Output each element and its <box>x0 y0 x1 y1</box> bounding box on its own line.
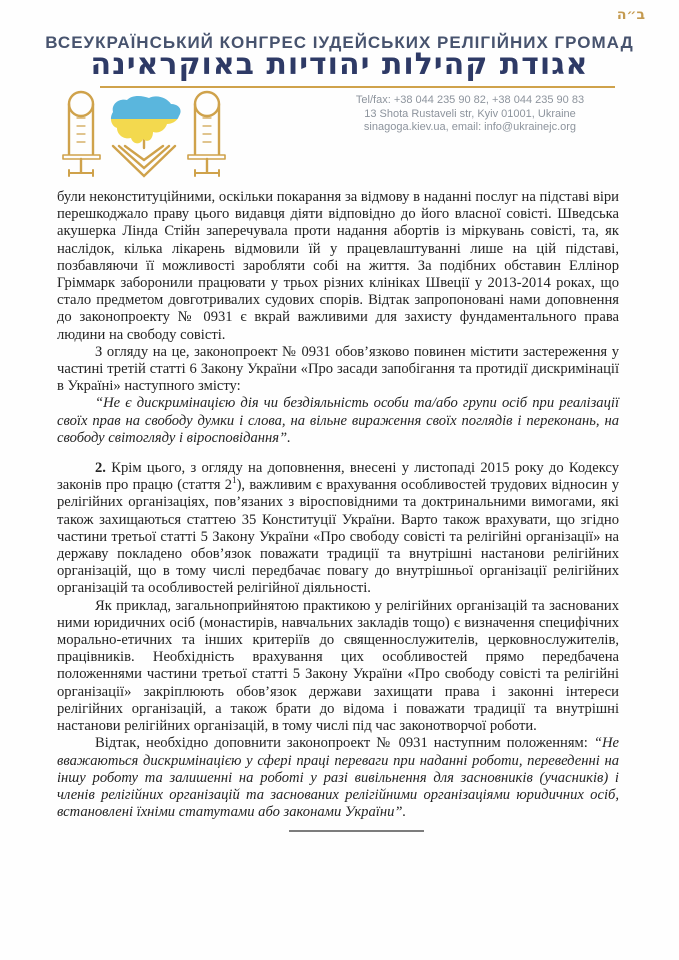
paragraph-quoted-amendment-2: “Не вважаються дискримінацією у сфері праці переваги при наданні роботи, переведенні на іншу роботу та залишенні на роботі у разі вивільнення для засновників (учасників) і членів релігійних організацій та заснованих релігійними організаціями юридичних осіб, встановлені їхніми статутами або законами України”. <box>57 735 619 821</box>
paragraph-point-2 <box>57 460 619 598</box>
paragraph-quoted-amendment-1: “Не є дискримінацією дія чи бездіяльність особи та/або групи осіб при реалізації своїх прав на свободу думки і слова, на вільне вираження своїх поглядів і переконань, на свободу світогляду і віросповідання”. <box>57 395 619 446</box>
contact-web-email: sinagoga.kiev.ua, email: info@ukrainejc.org <box>363 121 577 133</box>
torah-scroll-ukraine-logo-icon <box>55 88 233 186</box>
point-2-text-b: ), важливим є врахування особливостей трудових відносин у релігійних організаціях, пов’язаних з віросповідними та доктринальними вимогами, які також захищаються статтею 35 Конституції України. Варто також врахувати, що згідно частини третьої статті 5 Закону України «Про свободу совісті та релігійні організації» на державу покладено обов’язок поважати традиції та внутрішні настанови релігійних організацій, що в тому числі передбачає повагу до внутрішньої організації релігійних організацій та особливостей релігійної діяльності. <box>57 477 620 597</box>
contact-telfax: Tel/fax: +38 044 235 90 82, +38 044 235 90 83 <box>355 94 585 106</box>
conclusion-lead: Відтак, необхідно доповнити законопроект № 0931 наступним положенням: <box>95 735 594 752</box>
logo-drawing <box>55 88 233 186</box>
ukraine-map-icon <box>105 92 187 149</box>
point-2-number: 2. <box>95 460 106 477</box>
bh-mark: ב״ה <box>616 7 645 23</box>
paragraph-proposal-intro: З огляду на це, законопроект № 0931 обов’язково повинен містити застереження у частині третій статті 6 Закону України «Про засади запобігання та протидії дискримінації в Україні» наступного змісту: <box>57 343 619 395</box>
org-name-cyrillic: ВСЕУКРАЇНСЬКИЙ КОНГРЕС ІУДЕЙСЬКИХ РЕЛІГІЙНИХ ГРОМАД <box>45 33 634 52</box>
org-name-hebrew: אגודת קהילות יהודיות באוקראינה <box>90 47 589 82</box>
letter-body <box>57 189 619 832</box>
paragraph-example: Як приклад, загальноприйнятою практикою у релігійних організацій та заснованих ними юридичних осіб (монастирів, навчальних закладів тощо) є визначення специфічних морально-етичних та інших критеріїв до священнослужителів, церковнослужителів, працівників. Необхідність врахування цих особливостей прямо передбачена положеннями частини третьої статті 5 Закону України «Про свободу совісті та релігійні організації» закріплюють обов’язок держави захищати права і законні інтереси релігійних організацій, а також брати до відома і поважати традиції та внутрішні настанови релігійних організацій, в тому числі під час законотворчої роботи. <box>57 597 619 735</box>
paragraph-continued: були неконституційними, оскільки покарання за відмову в наданні послуг на підставі віри перешкоджало праву цього видавця діяти відповідно до його власної совісті. Шведська акушерка Лінда Стійн заперечувала проти надання абортів із міркувань совісті, та, як наслідок, кілька лікарень відмовили їй у працевлаштуванні лише на цій підставі, позбавляючи її можливості заробляти собі на життя. За подібних обставин Еллінор Гріммарк заборонили працювати у трьох різних клініках Швеції у 2013-2014 роках, що стало предметом довготривалих судових спорів. Відтак запропоновані нами доповнення до законопроекту № 0931 є вкрай важливими для захисту фундаментального права людини на свободу совісті. <box>57 189 619 343</box>
contact-block <box>330 94 610 135</box>
point-2-text-a: Крім цього, з огляду на доповнення, внесені у листопаді 2015 року до Кодексу законів про працю (стаття 2 <box>57 460 619 494</box>
paragraph-conclusion <box>57 735 619 821</box>
end-of-letter-divider <box>289 830 424 832</box>
contact-address: 13 Shota Rustaveli str, Kyiv 01001, Ukraine <box>364 107 576 120</box>
article-superscript: 1 <box>232 475 237 486</box>
